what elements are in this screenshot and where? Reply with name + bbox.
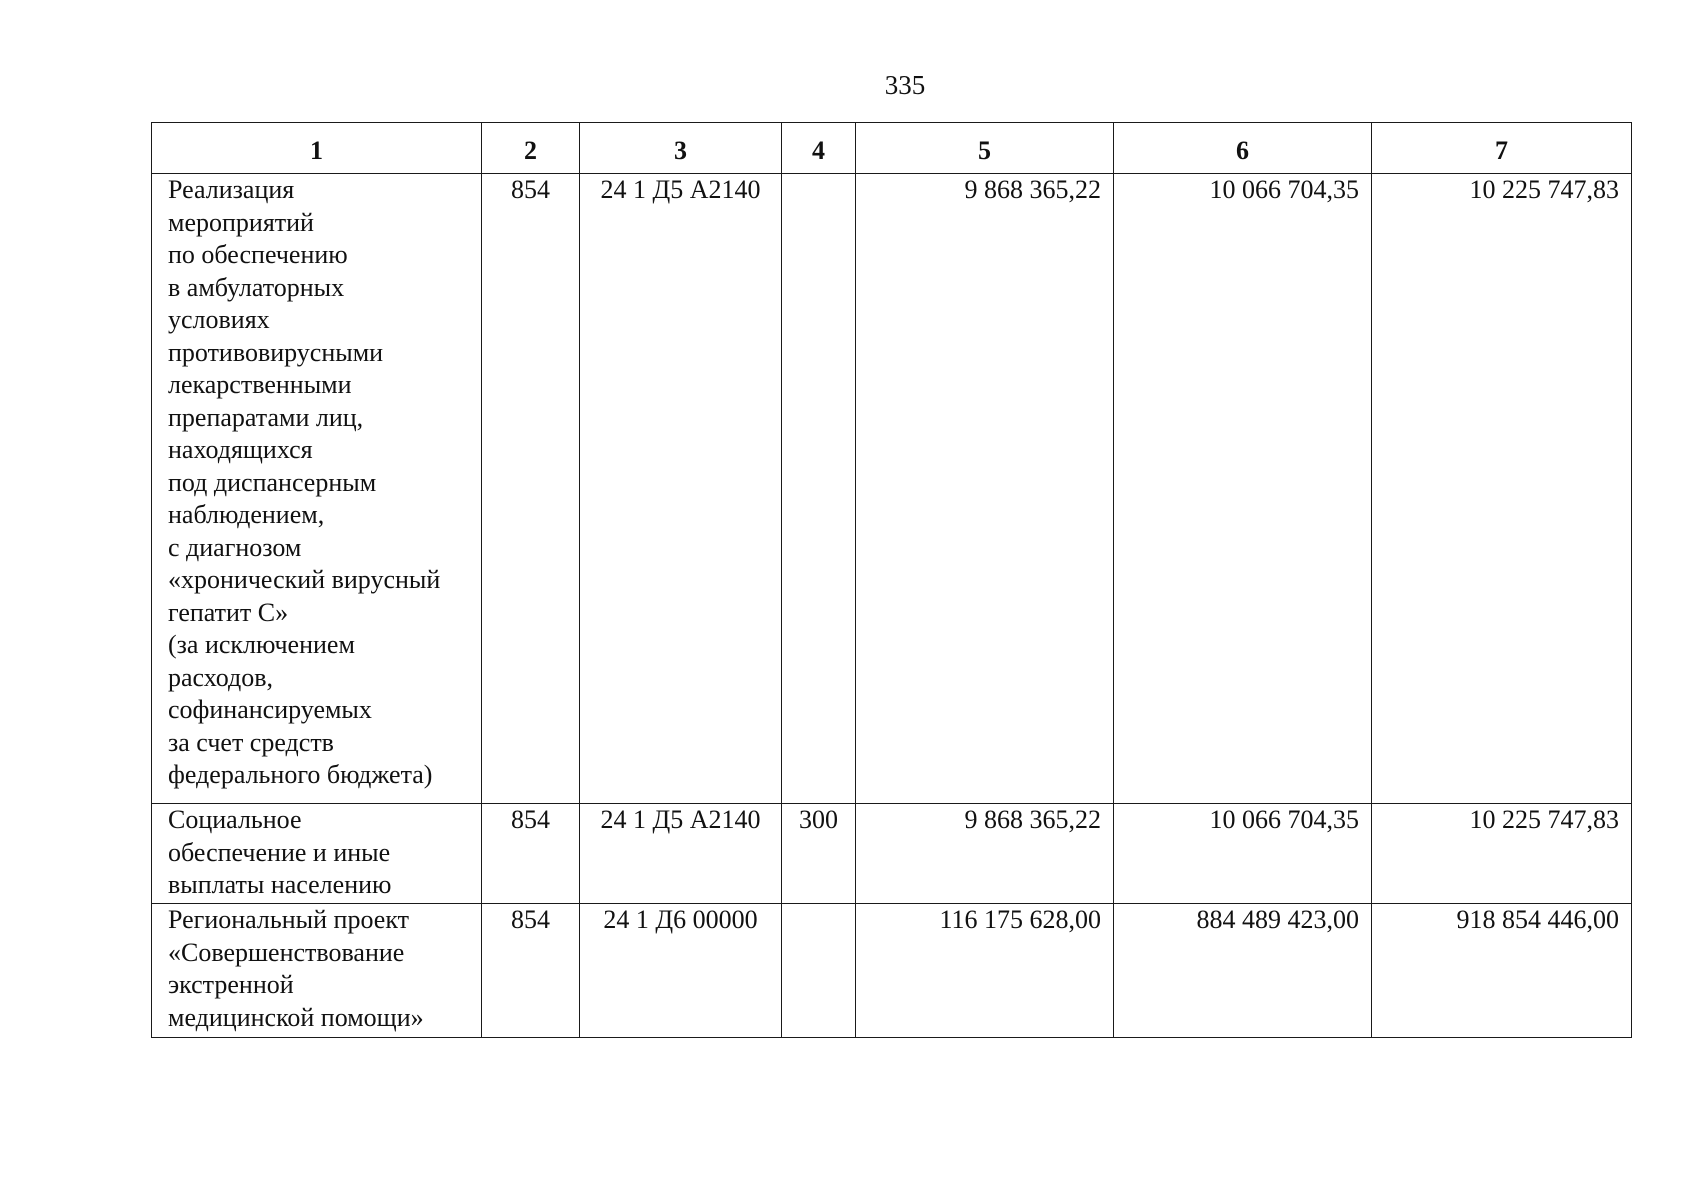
cell-col5: 116 175 628,00 xyxy=(856,904,1114,1038)
row-name-cell xyxy=(152,804,482,904)
cell-col7: 10 225 747,83 xyxy=(1372,804,1632,904)
row-name-line: с диагнозом xyxy=(168,532,302,562)
row-name-line: противовирусными xyxy=(168,337,384,367)
row-name-line: медицинской помощи» xyxy=(168,1002,424,1032)
cell-col2: 854 xyxy=(482,904,580,1038)
cell-col6: 10 066 704,35 xyxy=(1114,174,1372,804)
column-header: 3 xyxy=(580,123,782,174)
row-name-line: софинансируемых xyxy=(168,695,372,724)
row-name-line: гепатит С» xyxy=(168,597,289,627)
row-name-line: в амбулаторных xyxy=(168,272,345,302)
row-name-line: федерального бюджета) xyxy=(168,760,433,789)
row-name-line: наблюдением, xyxy=(168,500,325,529)
cell-col7: 918 854 446,00 xyxy=(1372,904,1632,1038)
budget-table xyxy=(151,122,1632,1038)
cell-col4 xyxy=(782,174,856,804)
cell-col5: 9 868 365,22 xyxy=(856,804,1114,904)
cell-col4 xyxy=(782,904,856,1038)
row-name-line: условиях xyxy=(168,305,270,334)
row-name-line: Социальное xyxy=(168,805,302,834)
column-header: 4 xyxy=(782,123,856,174)
column-header: 7 xyxy=(1372,123,1632,174)
row-name-line: мероприятий xyxy=(168,207,314,237)
table-row xyxy=(152,804,1632,904)
cell-col6: 10 066 704,35 xyxy=(1114,804,1372,904)
row-name-line: Региональный проект xyxy=(168,905,409,934)
column-header: 5 xyxy=(856,123,1114,174)
row-name-line: по обеспечению xyxy=(168,240,348,269)
row-name-line: за счет средств xyxy=(168,727,334,757)
column-header: 6 xyxy=(1114,123,1372,174)
row-name-line: «Совершенствование xyxy=(168,937,405,967)
row-name-line: Реализация xyxy=(168,175,295,204)
row-name-line: расходов, xyxy=(168,662,274,692)
row-name-line: под диспансерным xyxy=(168,467,377,497)
row-name-line: лекарственными xyxy=(168,370,352,399)
row-name-line: (за исключением xyxy=(168,630,355,659)
table-row xyxy=(152,174,1632,804)
table-header-row xyxy=(152,123,1632,174)
page-number: 335 xyxy=(884,70,926,100)
column-header: 1 xyxy=(152,123,482,174)
row-name-line: находящихся xyxy=(168,435,313,464)
cell-col6: 884 489 423,00 xyxy=(1114,904,1372,1038)
row-name-line: «хронический вирусный xyxy=(168,565,441,594)
cell-col2: 854 xyxy=(482,174,580,804)
cell-col7: 10 225 747,83 xyxy=(1372,174,1632,804)
row-name-line: препаратами лиц, xyxy=(168,402,364,432)
cell-col3: 24 1 Д5 А2140 xyxy=(580,804,782,904)
cell-col2: 854 xyxy=(482,804,580,904)
cell-col5: 9 868 365,22 xyxy=(856,174,1114,804)
column-header: 2 xyxy=(482,123,580,174)
row-name-cell xyxy=(152,904,482,1038)
cell-col3: 24 1 Д6 00000 xyxy=(580,904,782,1038)
cell-col4: 300 xyxy=(782,804,856,904)
table-row xyxy=(152,904,1632,1038)
row-name-line: выплаты населению xyxy=(168,870,392,899)
row-name-cell xyxy=(152,174,482,804)
row-name-line: обеспечение и иные xyxy=(168,837,391,867)
row-name-line: экстренной xyxy=(168,970,294,999)
cell-col3: 24 1 Д5 А2140 xyxy=(580,174,782,804)
